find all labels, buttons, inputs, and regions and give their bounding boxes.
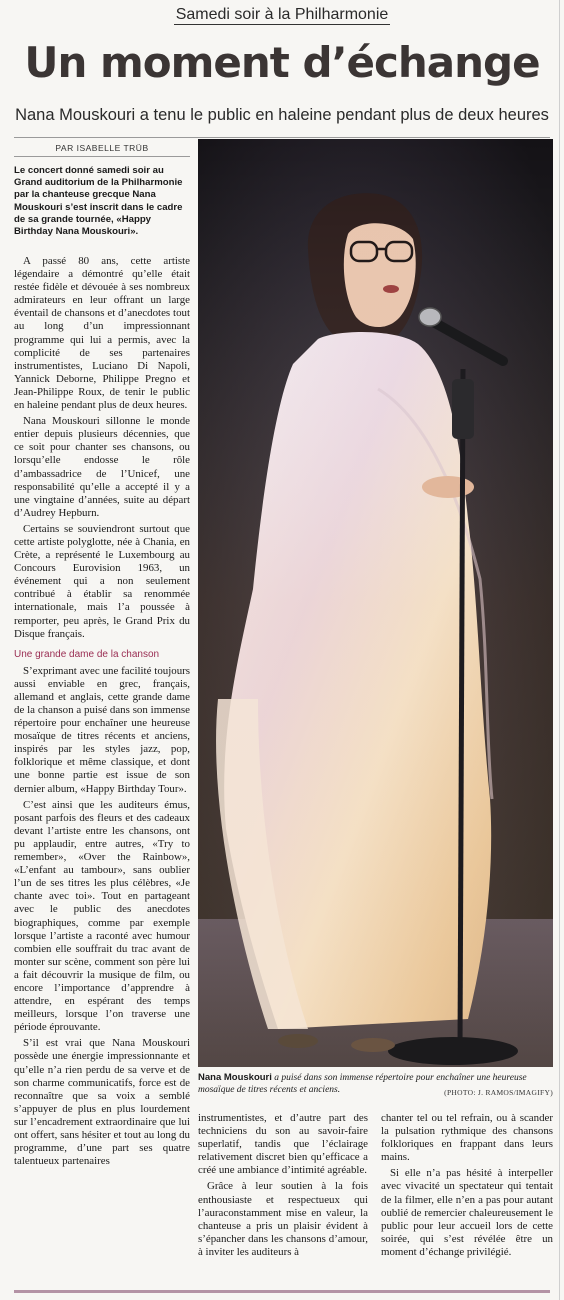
article-column-3 (381, 1112, 553, 1262)
body-paragraph: chanter tel ou tel refrain, ou à scander la pulsation rythmique des chansons folkloriques en frappant dans leurs mains. (381, 1112, 553, 1164)
byline: PAR ISABELLE TRÜB (14, 143, 190, 157)
shoe (278, 1034, 318, 1048)
deck: Nana Mouskouri a tenu le public en haleine pendant plus de deux heures (15, 106, 549, 124)
body-paragraph: Grâce à leur soutien à la fois enthousiaste et respectueux qui l’auraconstamment mise en valeur, la chanteuse a pris un plaisir évident à s’épancher dans les chansons d’amour, à inviter les auditeurs à (198, 1180, 368, 1258)
hand (422, 476, 474, 498)
article-column-1 (14, 255, 190, 1171)
body-paragraph: Si elle n’a pas hésité à interpeller avec vivacité un spectateur qui tentait de la filmer, elle n’en a pas pour autant oublié de remercier chaleureusement le public pour leur accueil lors de cette soirée, qui s’est révélée être un moment d’échange privilégié. (381, 1167, 553, 1258)
shoe (351, 1038, 395, 1052)
body-paragraph: Certains se souviendront surtout que cette artiste polyglotte, née à Chania, en Crète, a représenté le Luxembourg au Concours Eurovision 1963, un événement qui a non seulement contribué à établir sa renommée internationale, mais l’a poussée à remporter, peu après, le Grand Prix du Disque français. (14, 522, 190, 640)
concert-photo (198, 139, 553, 1067)
body-paragraph: instrumentistes, et d’autre part des techniciens du son au savoir-faire superlatif, tandis que l’éclairage relativement discret bien qu’efficace a créé une ambiance d’intimité agréable. (198, 1112, 368, 1177)
body-paragraph: Nana Mouskouri sillonne le monde entier depuis plusieurs décennies, que ce soit pour chanter ses chansons, ou lorsqu’elle endosse le rôle d’ambassadrice de l’Unicef, une responsabilité qu’elle a accepté il y a une vingtaine d’années, suite au départ d’Audrey Hepburn. (14, 415, 190, 519)
kicker-text: Samedi soir à la Philharmonie (175, 6, 389, 23)
page-edge-line (559, 0, 560, 1300)
header-rule (14, 137, 550, 138)
footer-rule (14, 1290, 550, 1293)
kicker (0, 6, 564, 24)
body-paragraph: S’exprimant avec une facilité toujours aussi enviable en grec, français, allemand et anglais, cette grande dame de la chanson a puisé dans son immense répertoire pour enchaîner une heureuse mosaïque de titres récents et anciens, inspirés par les styles jazz, pop, folklorique et même classique, et dont une bonne partie est issue de son dernier album, «Happy Birthday Tour». (14, 664, 190, 795)
article-column-2 (198, 1112, 368, 1262)
photo-credit: (PHOTO: J. RAMOS/IMAGIFY) (444, 1088, 553, 1097)
body-paragraph: C’est ainsi que les auditeurs émus, posant parfois des fleurs et des cadeaux devant l’artiste entre les chansons, ont pu applaudir, entre autres, «Try to remember», «Over the Rainbow», «L’enfant au tambour», sans oublier l’un de ses titres les plus célèbres, «Je chante avec toi». Tout en partageant avec le public des anecdotes biographiques, comme par exemple lorsque l’artiste a raconté avec humour combien elle souffrait du trac avant de monter sur scène, comment son père lui a fait découvrir la musique de film, ou encore l’importance d’apprendre à attendre, en espérant des temps meilleurs, lorsque l’on traverse une période éprouvante. (14, 798, 190, 1034)
body-paragraph: A passé 80 ans, cette artiste légendaire a démontré qu’elle était restée fidèle et dévouée à ses nombreux admirateurs en leur offrant un large éventail de chansons et d’anecdotes tout au long d’un impressionnant programme qui lui a permis, avec la complicité de ses partenaires instrumentistes, Luciano Di Napoli, Yannick Deborne, Philippe Pregno et Jean-Philippe Roux, de tenir le public en haleine pendant plus de deux heures. (14, 255, 190, 412)
caption-text: a puisé dans son immense répertoire pour enchaîner une heureuse mosaïque de titres récents et anciens. (198, 1073, 527, 1095)
headline: Un moment d’échange (24, 38, 540, 87)
subheading: Une grande dame de la chanson (14, 648, 160, 660)
lead-paragraph: Le concert donné samedi soir au Grand auditorium de la Philharmonie par la chanteuse grecque Nana Mouskouri s’est inscrit dans le cadre de sa grande tournée, «Happy Birthday Nana Mouskouri». (14, 165, 183, 238)
body-paragraph: S’il est vrai que Nana Mouskouri possède une énergie impressionnante et qu’elle n’a rien perdu de sa verve et de son charme communicatifs, force est de reconnaître que sa voix a semblé s’appuyer de plus en plus lourdement sur l’encadrement extraordinaire que lui ont offert, sans hésiter et tout au long du programme, d’une part ses quatre talentueux partenaires (14, 1037, 190, 1168)
caption-name: Nana Mouskouri (198, 1072, 272, 1083)
